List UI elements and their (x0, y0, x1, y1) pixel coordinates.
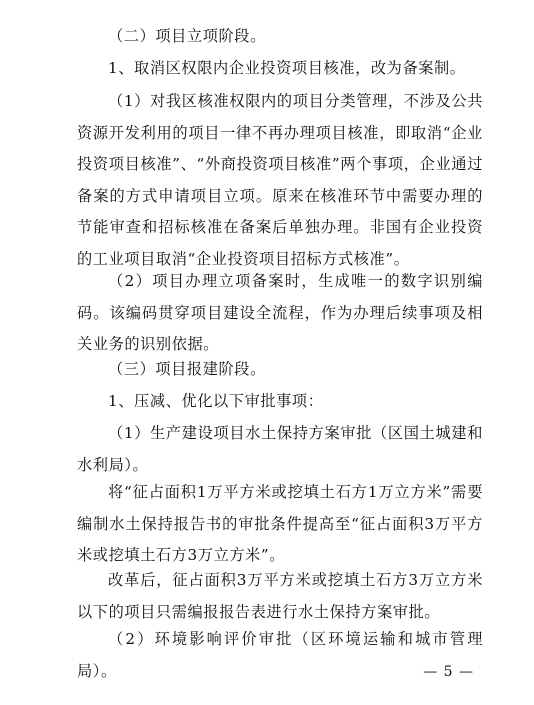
paragraph-soil-water-approval: （1）生产建设项目水土保持方案审批（区国土城建和水利局）。 (77, 424, 483, 474)
section-heading-construction-application: （三）项目报建阶段。 (108, 360, 266, 378)
paragraph-threshold-raise: 将“征占面积1万平方米或挖填土石方1万立方米”需要编制水土保持报告书的审批条件提高至“征占面积3万平方米或挖填土石方3万立方米”。 (77, 483, 483, 565)
paragraph-digital-code: （2）项目办理立项备案时，生成唯一的数字识别编码。该编码贯穿项目建设全流程，作为办理后续事项及相关业务的识别依据。 (77, 272, 483, 354)
section-heading-project-approval: （二）项目立项阶段。 (108, 27, 266, 45)
paragraph-classification-management: （1）对我区核准权限内的项目分类管理，不涉及公共资源开发利用的项目一律不再办理项目核准，即取消“企业投资项目核准”、“外商投资项目核准”两个事项，企业通过备案的方式申请项目立项。原来在核准环节中需要办理的节能审查和招标核准在备案后单独办理。非国有企业投资的工业项目取消“企业投资项目招标方式核准”。 (77, 92, 483, 268)
paragraph-after-reform: 改革后，征占面积3万平方米或挖填土石方3万立方米以下的项目只需编报报告表进行水土保持方案审批。 (77, 571, 483, 621)
page-number: — 5 — (423, 664, 474, 680)
item-cancel-approval: 1、取消区权限内企业投资项目核准，改为备案制。 (108, 59, 466, 77)
item-reduce-approvals: 1、压减、优化以下审批事项： (108, 392, 324, 410)
paragraph-environmental-assessment: （2）环境影响评价审批（区环境运输和城市管理局）。 (77, 630, 483, 680)
